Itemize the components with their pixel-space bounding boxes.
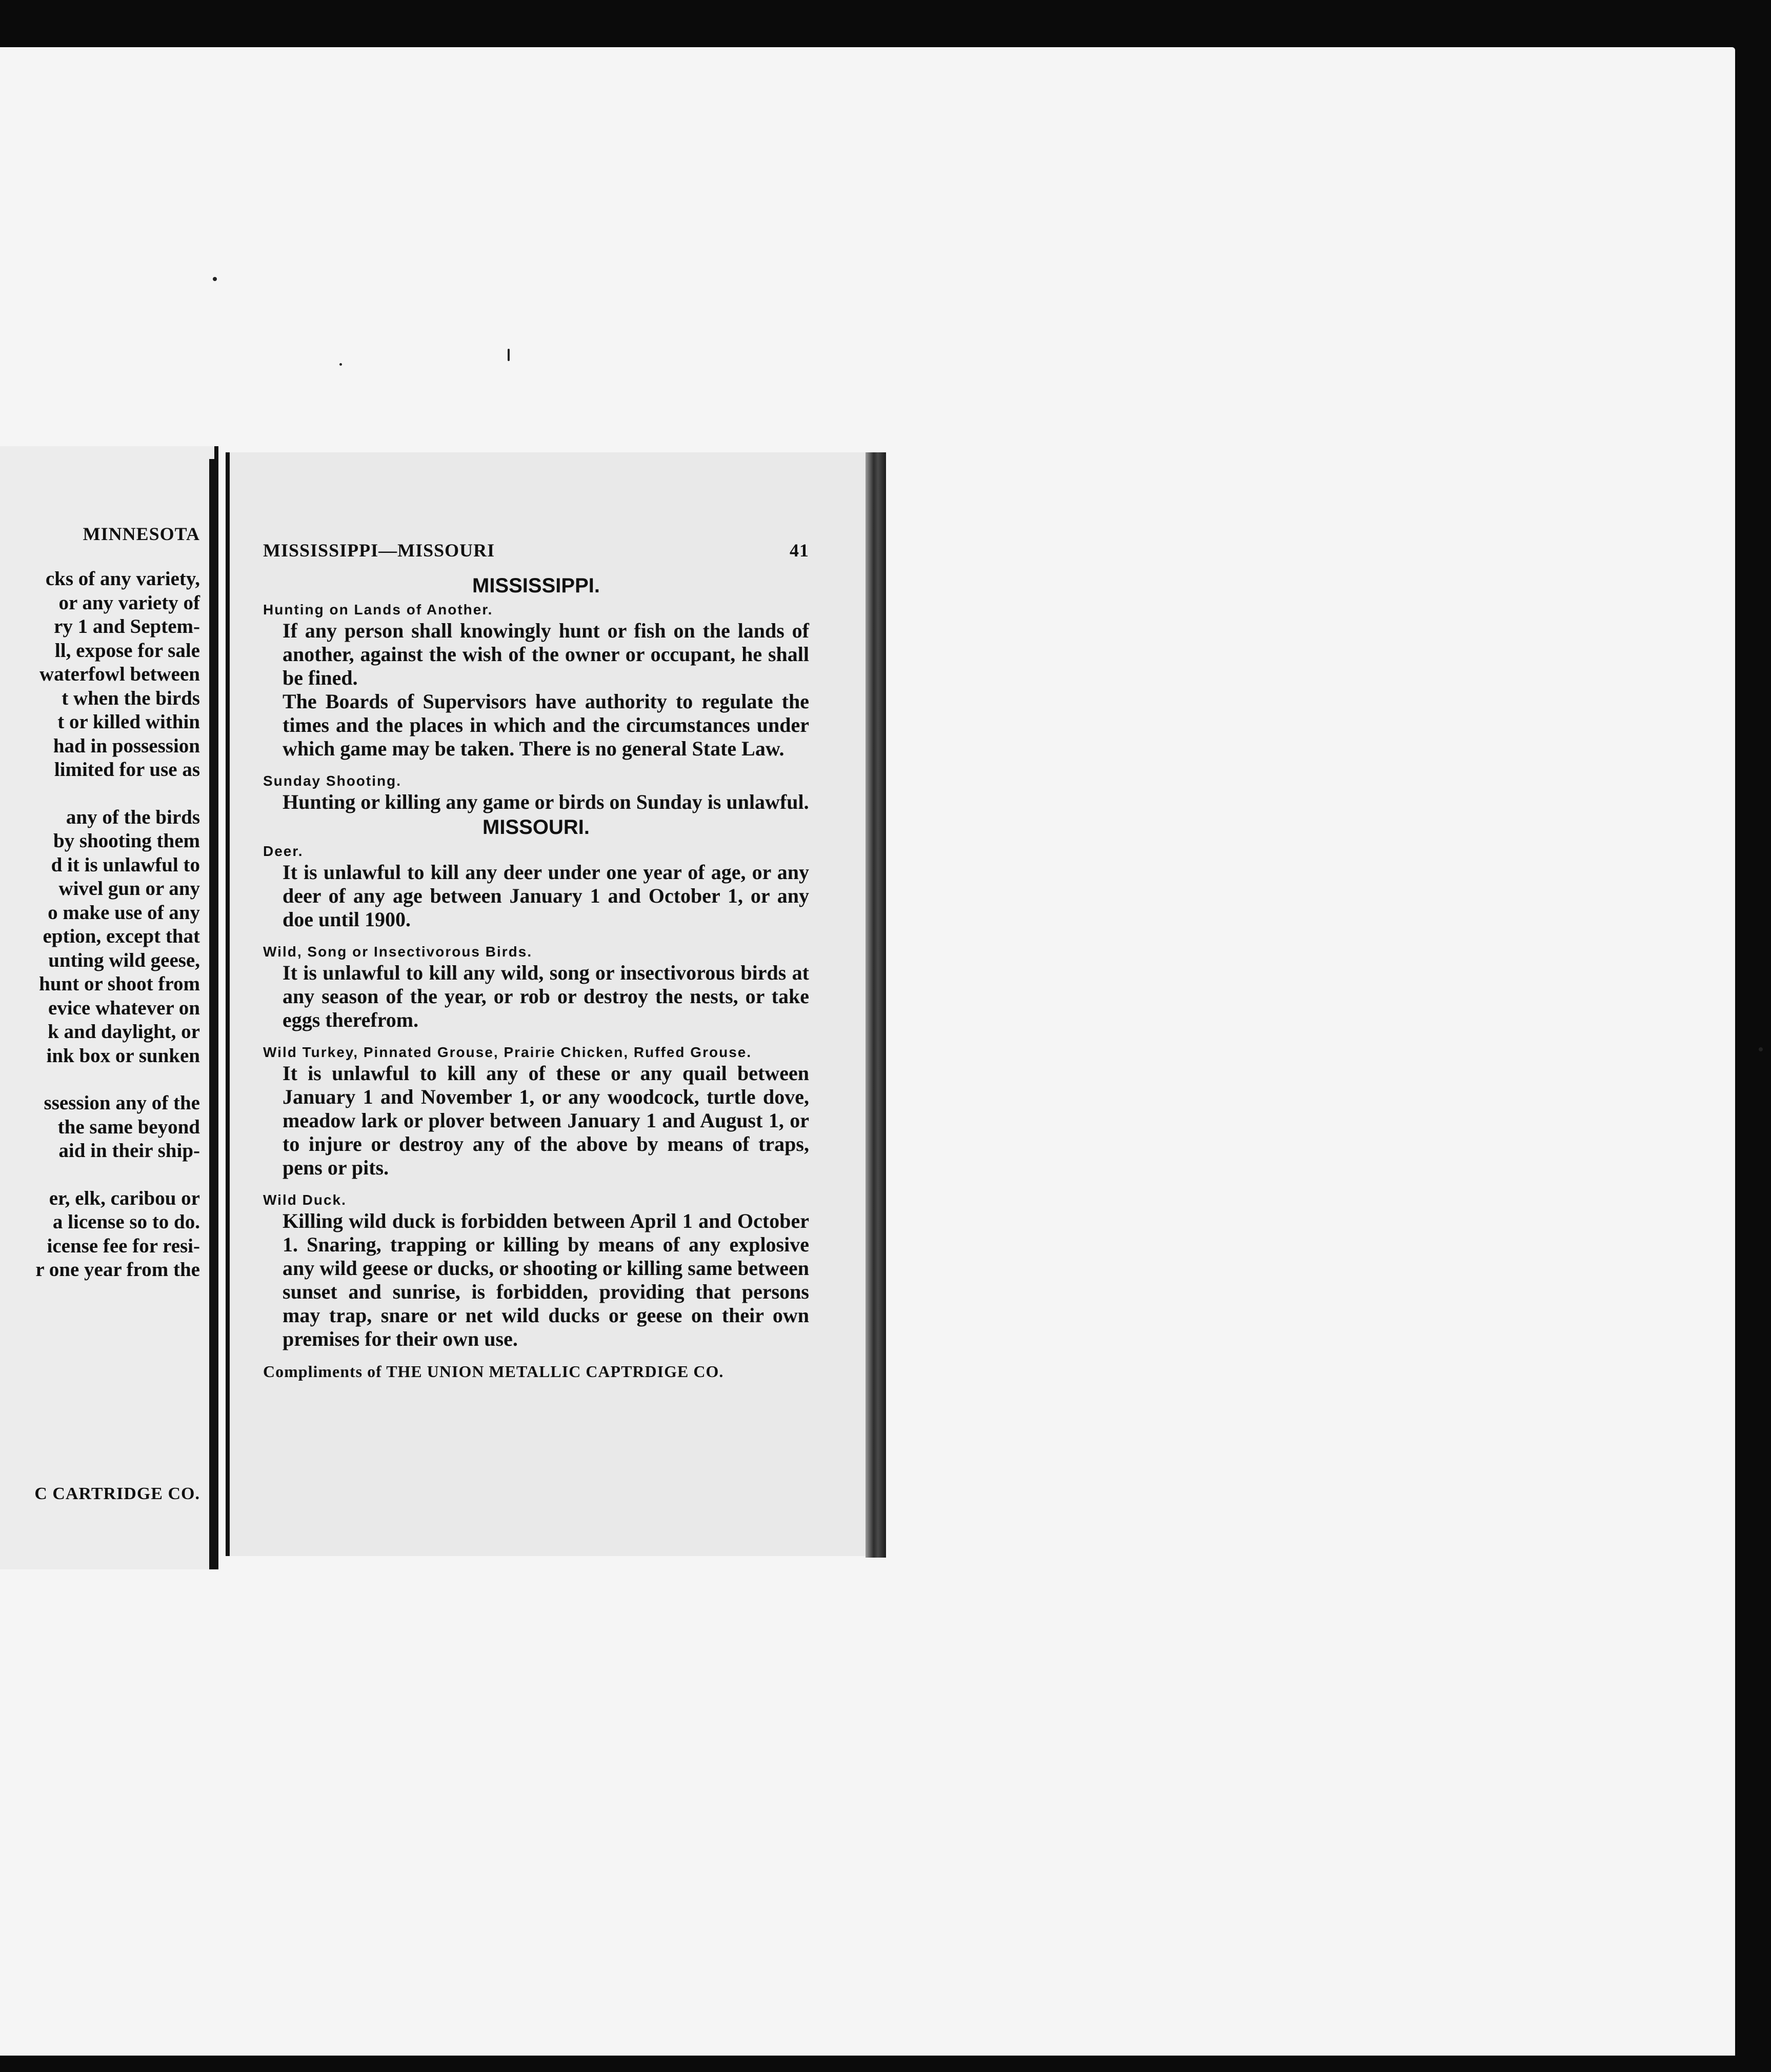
right-page-footer: Compliments of THE UNION METALLIC CAPTRDIGE CO. bbox=[263, 1362, 724, 1381]
left-text-line: er, elk, caribou or bbox=[49, 1187, 200, 1209]
left-text-line: t or killed within bbox=[57, 711, 200, 733]
left-text-line: ssession any of the bbox=[44, 1092, 200, 1114]
section-paragraph: It is unlawful to kill any wild, song or insectivorous birds at any season of the year, or rob or destroy the nests, or take eggs therefrom. bbox=[283, 961, 809, 1031]
section-paragraph: The Boards of Supervisors have authority to regulate the times and the places in which and the circumstances under which game may be taken. There is no general State Law. bbox=[283, 690, 809, 760]
left-text-line: ll, expose for sale bbox=[54, 639, 200, 662]
section-paragraph: Killing wild duck is forbidden between April 1 and October 1. Snaring, trapping or killing by means of any explosive any wild geese or ducks, or shooting or killing same between sunset and sunrise, is forbidden, providing that persons may trap, snare or net wild ducks or geese on their own premises for their own use. bbox=[283, 1209, 809, 1350]
left-text-line: the same beyond bbox=[57, 1115, 200, 1138]
left-text-line: any of the birds bbox=[66, 806, 200, 828]
book-gutter bbox=[209, 459, 214, 1569]
section-heading: Sunday Shooting. bbox=[263, 773, 401, 789]
left-text-line: cks of any variety, bbox=[45, 568, 200, 590]
page-number: 41 bbox=[790, 540, 809, 561]
left-running-head: MINNESOTA bbox=[83, 524, 200, 544]
left-text-line: eption, except that bbox=[43, 925, 200, 947]
left-text-line: hunt or shoot from bbox=[39, 973, 200, 995]
left-line-gap bbox=[0, 1163, 200, 1187]
left-text-line: by shooting them bbox=[53, 830, 200, 852]
section-heading: Wild Turkey, Pinnated Grouse, Prairie Chicken, Ruffed Grouse. bbox=[263, 1044, 752, 1060]
left-text-line: o make use of any bbox=[48, 901, 200, 924]
section-heading: Wild Duck. bbox=[263, 1192, 347, 1208]
right-running-head: MISSISSIPPI—MISSOURI bbox=[263, 540, 495, 561]
right-running-head-row bbox=[263, 540, 809, 561]
left-text-line: t when the birds bbox=[62, 687, 200, 709]
left-text-line: icense fee for resi- bbox=[47, 1234, 200, 1257]
left-text-line: waterfowl between bbox=[39, 663, 200, 685]
section-paragraph: It is unlawful to kill any of these or any quail between January 1 and November 1, or any woodcock, turtle dove, meadow lark or plover between January 1 and August 1, or to injure or destroy any of the above by means of traps, pens or pits. bbox=[283, 1062, 809, 1179]
left-line-gap bbox=[0, 1068, 200, 1091]
scan-speck bbox=[339, 363, 342, 366]
state-title-mississippi: MISSISSIPPI. bbox=[472, 574, 600, 597]
left-text-line: ink box or sunken bbox=[46, 1044, 200, 1067]
section-heading: Deer. bbox=[263, 843, 304, 859]
right-page bbox=[226, 452, 876, 1556]
scan-speck bbox=[213, 277, 217, 281]
left-text-line: d it is unlawful to bbox=[51, 853, 200, 876]
left-text-line: or any variety of bbox=[58, 591, 200, 614]
left-text-line: unting wild geese, bbox=[48, 949, 200, 971]
left-text-line: had in possession bbox=[53, 734, 200, 757]
left-text-line: ry 1 and Septem- bbox=[54, 615, 200, 637]
section-paragraph: If any person shall knowingly hunt or fish on the lands of another, against the wish of the owner or occupant, he shall be fined. bbox=[283, 619, 809, 689]
left-text-line: aid in their ship- bbox=[58, 1140, 200, 1162]
left-page-text bbox=[0, 567, 200, 1282]
left-text-line: k and daylight, or bbox=[48, 1021, 200, 1043]
book-page-edge bbox=[866, 452, 886, 1558]
section-heading: Hunting on Lands of Another. bbox=[263, 602, 493, 617]
left-page-footer: C CARTRIDGE CO. bbox=[34, 1484, 200, 1503]
left-text-line: evice whatever on bbox=[48, 997, 200, 1019]
left-text-line: r one year from the bbox=[35, 1259, 200, 1281]
state-title-missouri: MISSOURI. bbox=[482, 816, 590, 839]
scan-speck bbox=[1759, 1047, 1763, 1051]
left-page bbox=[0, 446, 218, 1569]
section-paragraph: Hunting or killing any game or birds on Sunday is unlawful. bbox=[283, 790, 809, 813]
left-text-line: wivel gun or any bbox=[58, 878, 200, 900]
scan-speck bbox=[508, 349, 510, 361]
section-heading: Wild, Song or Insectivorous Birds. bbox=[263, 944, 533, 960]
left-line-gap bbox=[0, 782, 200, 806]
left-text-line: limited for use as bbox=[54, 759, 200, 781]
left-text-line: a license so to do. bbox=[52, 1211, 200, 1233]
section-paragraph: It is unlawful to kill any deer under one year of age, or any deer of any age between January 1 and October 1, or any doe until 1900. bbox=[283, 861, 809, 931]
